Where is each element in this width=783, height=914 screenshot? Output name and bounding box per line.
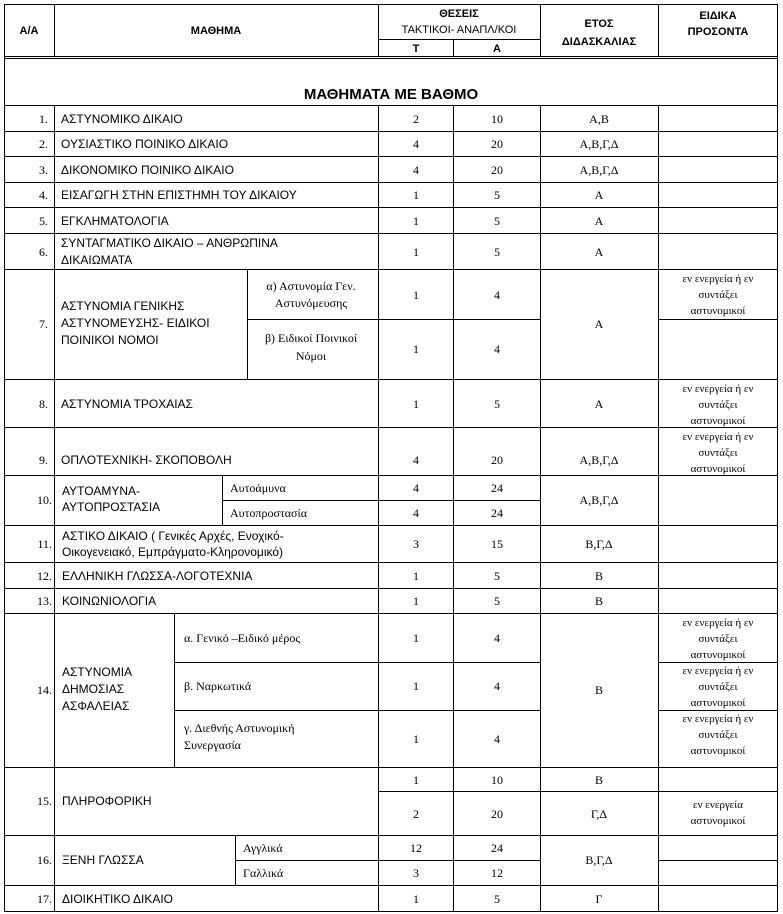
table-cell: ΔΙΚΟΝΟΜΙΚΟ ΠΟΙΝΙΚΟ ΔΙΚΑΙΟ <box>61 163 234 177</box>
table-cell: 2 <box>413 807 419 821</box>
table-row <box>39 112 609 126</box>
table-cell: γ. Διεθνής Αστυνομική <box>184 721 295 735</box>
table-cell: αστυνομικοί <box>690 649 746 661</box>
table-cell: ΑΥΤΟΑΜΥΝΑ- <box>62 484 141 498</box>
table-cell: β) Ειδικοί Ποινικοί <box>264 331 358 345</box>
table-cell: 6. <box>39 245 48 259</box>
table-cell: 4 <box>494 288 500 302</box>
table-cell: 1 <box>413 342 419 356</box>
table-cell: 5 <box>494 892 500 906</box>
table-cell: Αγγλικά <box>243 841 283 855</box>
table-cell: ΑΣΤΥΝΟΜΙΑ ΓΕΝΙΚΗΣ <box>61 299 185 313</box>
table-row <box>39 214 604 228</box>
table-cell: 15 <box>491 537 503 551</box>
table-cell: ΟΠΛΟΤΕΧΝΙΚΗ- ΣΚΟΠΟΒΟΛΗ <box>61 453 232 467</box>
table-cell: ΚΟΙΝΩΝΙΟΛΟΓΙΑ <box>62 594 157 608</box>
table-cell: 10. <box>37 493 52 507</box>
table-cell: 10 <box>491 112 503 126</box>
header-mathima: ΜΑΘΗΜΑ <box>190 25 242 37</box>
header-t: Τ <box>412 43 420 55</box>
note-eidika <box>683 383 754 427</box>
table-cell: β. Ναρκωτικά <box>184 679 252 693</box>
table-cell: 1 <box>413 892 419 906</box>
table-cell: Αστυνόμευσης <box>274 296 348 310</box>
table-cell: 1 <box>413 773 419 787</box>
table-cell: 15. <box>37 794 52 808</box>
table-cell: ΑΣΤΥΝΟΜΙΚΟ ΔΙΚΑΙΟ <box>61 112 183 126</box>
table-row <box>37 617 753 757</box>
table-cell: Νόμοι <box>295 349 327 363</box>
table-cell: Γαλλικά <box>243 866 284 880</box>
table-cell: 1 <box>413 679 419 693</box>
table-cell: συντάξει <box>698 447 738 459</box>
table-cell: Β <box>594 569 604 583</box>
table-cell: 12. <box>37 569 52 583</box>
section-title: ΜΑΘΗΜΑΤΑ ΜΕ ΒΑΘΜΟ <box>303 86 479 103</box>
table-row <box>39 188 604 202</box>
table-cell: 4 <box>413 163 419 177</box>
table-cell: ΕΙΣΑΓΩΓΗ ΣΤΗΝ ΕΠΙΣΤΗΜΗ ΤΟΥ ΔΙΚΑΙΟΥ <box>61 188 297 202</box>
table-cell: 16. <box>37 853 52 867</box>
header-aa: Α/Α <box>19 25 39 37</box>
table-cell: 12 <box>410 841 422 855</box>
table-cell: 3. <box>39 163 48 177</box>
table-cell: 24 <box>491 506 503 520</box>
table-cell: 4 <box>413 453 419 467</box>
table-cell: Β <box>594 683 604 697</box>
table-cell: εν ενεργεία ή εν <box>682 617 754 629</box>
note-eidika <box>683 713 754 757</box>
table-cell: 14. <box>37 683 52 697</box>
table-cell: 7. <box>39 317 48 331</box>
table-cell: αστυνομικοί <box>690 815 746 827</box>
table-cell: ΑΣΤΙΚΟ ΔΙΚΑΙΟ ( Γενικές Αρχές, Ενοχικό- <box>62 529 284 543</box>
table-cell: Γ <box>595 892 603 906</box>
table-cell: αστυνομικοί <box>690 745 746 757</box>
table-cell: 1. <box>39 112 48 126</box>
table-cell: Α,Β,Γ,Δ <box>579 453 619 467</box>
table-cell: 5 <box>494 569 500 583</box>
table-cell: εν ενεργεία ή εν <box>682 665 754 677</box>
table-cell: 12 <box>491 866 503 880</box>
table-cell: 3 <box>413 537 419 551</box>
table-cell: 1 <box>413 631 419 645</box>
table-cell: 20 <box>491 807 503 821</box>
table-cell: 20 <box>491 453 503 467</box>
table-cell: 13. <box>37 594 52 608</box>
table-cell: 5 <box>494 188 500 202</box>
table-cell: εν ενεργεία ή εν <box>682 383 754 395</box>
table-cell: 5 <box>494 397 500 411</box>
table-cell: 1 <box>413 397 419 411</box>
note-eidika <box>683 273 754 317</box>
table-cell: 9. <box>39 453 48 467</box>
table-row <box>37 569 603 583</box>
table-row <box>39 383 753 427</box>
table-row <box>39 236 604 267</box>
table-cell: αστυνομικοί <box>690 415 746 427</box>
table-cell: εν ενεργεία ή εν <box>682 713 754 725</box>
table-cell: ΣΥΝΤΑΓΜΑΤΙΚΟ ΔΙΚΑΙΟ – ΑΝΘΡΩΠΙΝΑ <box>61 236 278 250</box>
table-cell: Α <box>594 245 604 259</box>
table-row <box>37 529 612 559</box>
table-cell: ΟΥΣΙΑΣΤΙΚΟ ΠΟΙΝΙΚΟ ΔΙΚΑΙΟ <box>61 137 229 151</box>
table-cell: ΞΕΝΗ ΓΛΩΣΣΑ <box>62 853 144 867</box>
table-cell: Αυτοπροστασία <box>230 506 308 520</box>
header-theseis: ΘΕΣΕΙΣ <box>439 8 479 20</box>
table-cell: 11. <box>37 537 52 551</box>
table-cell: Β <box>594 594 604 608</box>
table-cell: 5. <box>39 214 48 228</box>
table-cell: αστυνομικοί <box>690 697 746 709</box>
table-cell: Αυτοάμυνα <box>230 481 286 495</box>
table-cell: ΑΣΤΥΝΟΜΕΥΣΗΣ- ΕΙΔΙΚΟΙ <box>61 316 210 330</box>
table-cell: ΕΛΛΗΝΙΚΗ ΓΛΩΣΣΑ-ΛΟΓΟΤΕΧΝΙΑ <box>62 569 253 583</box>
table-cell: συντάξει <box>698 289 738 301</box>
note-eidika <box>683 665 754 709</box>
table-cell: 3 <box>413 866 419 880</box>
table-cell: α) Αστυνομία Γεν. <box>266 279 356 293</box>
note-eidika <box>691 799 746 827</box>
header-a: Α <box>493 43 501 55</box>
table-row <box>37 594 603 608</box>
header-eidika-2: ΠΡΟΣΟΝΤΑ <box>687 26 749 38</box>
table-cell: Β,Γ,Δ <box>585 537 613 551</box>
table-cell: 1 <box>413 594 419 608</box>
table-cell: Α,Β,Γ,Δ <box>579 137 619 151</box>
table-cell: 4 <box>413 481 419 495</box>
table-cell: 5 <box>494 594 500 608</box>
table-cell: 1 <box>413 245 419 259</box>
table-cell: Α,Β,Γ,Δ <box>579 163 619 177</box>
table-cell: Α,Β,Γ,Δ <box>579 493 619 507</box>
table-cell: 10 <box>491 773 503 787</box>
header-etos-2: ΔΙΔΑΣΚΑΛΙΑΣ <box>561 36 637 48</box>
table-cell: ΠΟΙΝΙΚΟΙ ΝΟΜΟΙ <box>61 333 159 347</box>
table-cell: Α <box>594 214 604 228</box>
table-cell: 1 <box>413 569 419 583</box>
table-cell: 2. <box>39 137 48 151</box>
table-cell: 4 <box>494 342 500 356</box>
table-cell: αστυνομικοί <box>690 305 746 317</box>
table-cell: 2 <box>413 112 419 126</box>
table-cell: συντάξει <box>698 729 738 741</box>
note-eidika <box>683 617 754 661</box>
header-theseis-sub: ΤΑΚΤΙΚΟΙ- ΑΝΑΠΛ/ΚΟΙ <box>401 24 517 36</box>
table-cell: 5 <box>494 245 500 259</box>
table-row <box>39 137 619 151</box>
table-cell: 1 <box>413 288 419 302</box>
table-cell: 8. <box>39 397 48 411</box>
table-cell: 4 <box>413 506 419 520</box>
header-etos-1: ΕΤΟΣ <box>584 18 614 30</box>
note-eidika <box>683 431 754 475</box>
table-cell: συντάξει <box>698 399 738 411</box>
table-cell: 4 <box>494 732 500 746</box>
table-cell: ΑΣΦΑΛΕΙΑΣ <box>62 699 130 713</box>
table-cell: Α,Β <box>589 112 609 126</box>
table-cell: 20 <box>491 137 503 151</box>
table-cell: α. Γενικό –Ειδικό μέρος <box>184 631 301 645</box>
header-eidika-1: ΕΙΔΙΚΑ <box>699 10 737 22</box>
table-cell: 1 <box>413 188 419 202</box>
table-cell: συντάξει <box>698 633 738 645</box>
table-cell: Οικογενειακό, Εμπράγματο-Κληρονομικό) <box>62 545 284 559</box>
table-row <box>37 892 603 906</box>
table-cell: 4 <box>494 679 500 693</box>
table-row <box>37 773 745 827</box>
table-cell: 5 <box>494 214 500 228</box>
table-cell: Συνεργασία <box>184 738 241 752</box>
table-row <box>39 273 753 363</box>
table-cell: ΑΥΤΟΠΡΟΣΤΑΣΙΑ <box>62 500 161 514</box>
table-cell: Β <box>594 773 604 787</box>
table-cell: 4 <box>494 631 500 645</box>
table-cell: 1 <box>413 732 419 746</box>
table-cell: 4. <box>39 188 48 202</box>
table-cell: Γ,Δ <box>590 807 608 821</box>
table-cell: ΕΓΚΛΗΜΑΤΟΛΟΓΙΑ <box>61 214 169 228</box>
table-cell: Α <box>594 397 604 411</box>
table-cell: Α <box>594 188 604 202</box>
table-cell: ΔΗΜΟΣΙΑΣ <box>62 682 125 696</box>
table-row <box>39 163 619 177</box>
table-cell: ΠΛΗΡΟΦΟΡΙΚΗ <box>62 794 152 808</box>
table-cell: 17. <box>37 892 52 906</box>
table-cell: αστυνομικοί <box>690 463 746 475</box>
table-cell: ΔΙΟΙΚΗΤΙΚΟ ΔΙΚΑΙΟ <box>62 892 174 906</box>
table-cell: 4 <box>413 137 419 151</box>
table-cell: εν ενεργεία ή εν <box>682 431 754 443</box>
table-cell: εν ενεργεία ή εν <box>682 273 754 285</box>
table-cell: Α <box>594 317 604 331</box>
table-cell: ΑΣΤΥΝΟΜΙΑ ΤΡΟΧΑΙΑΣ <box>61 397 193 411</box>
table-row <box>39 431 753 475</box>
table-cell: ΑΣΤΥΝΟΜΙΑ <box>62 665 133 679</box>
table-cell: 1 <box>413 214 419 228</box>
table-cell: ΔΙΚΑΙΩΜΑΤΑ <box>61 253 133 267</box>
table-cell: Β,Γ,Δ <box>585 853 613 867</box>
table-cell: 24 <box>491 841 503 855</box>
table-cell: 20 <box>491 163 503 177</box>
table-cell: εν ενεργεία <box>692 799 744 811</box>
table-cell: συντάξει <box>698 681 738 693</box>
table-cell: 24 <box>491 481 503 495</box>
